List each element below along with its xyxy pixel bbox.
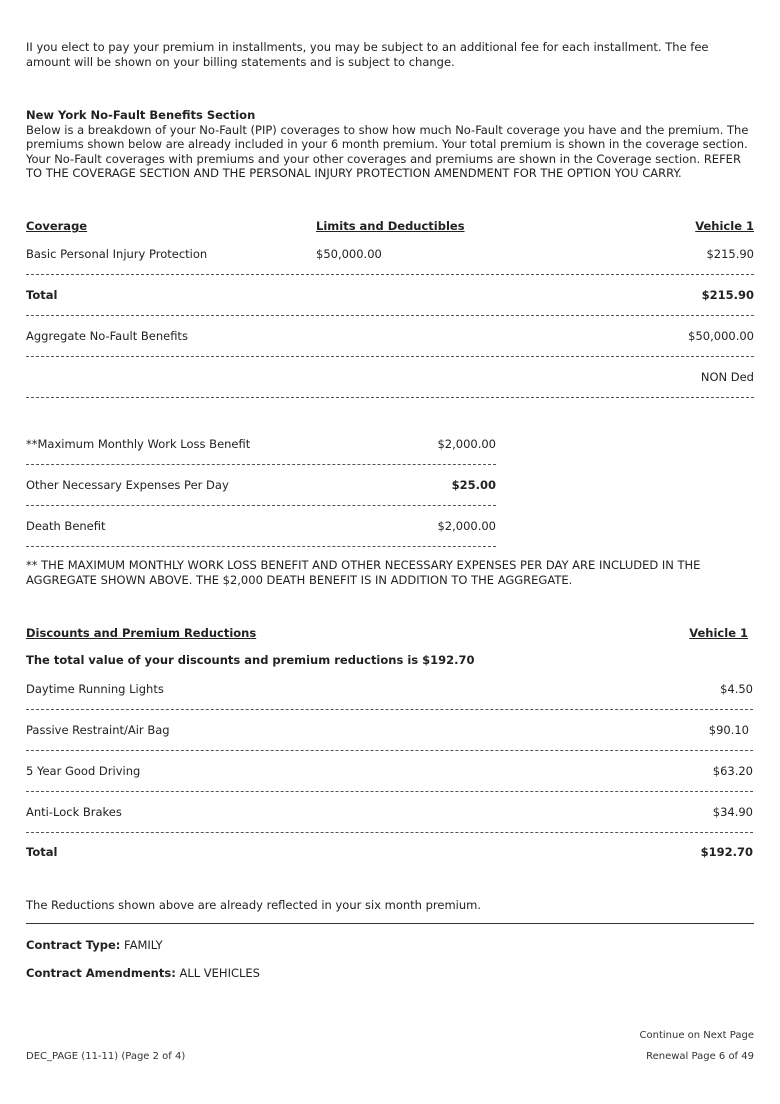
benefit-value: $2,000.00 xyxy=(437,437,496,451)
contract-amendments xyxy=(26,966,260,980)
table-row xyxy=(26,234,754,275)
installment-paragraph: II you elect to pay your premium in installments, you may be subject to an additional fee for each installment. The fee amount will be shown on your billing statements and is subject to change. xyxy=(26,40,709,69)
contract-type-value: FAMILY xyxy=(124,938,163,952)
form-id: DEC_PAGE (11-11) (Page 2 of 4) xyxy=(26,1051,186,1062)
coverage-name: Aggregate No-Fault Benefits xyxy=(26,329,188,343)
contract-type-label: Contract Type: xyxy=(26,938,121,952)
coverage-premium: $215.90 xyxy=(706,247,754,261)
discounts-footnote: The Reductions shown above are already reflected in your six month premium. xyxy=(26,898,482,912)
coverage-premium: $215.90 xyxy=(701,288,754,302)
contract-amendments-value: ALL VEHICLES xyxy=(179,966,260,980)
section-divider xyxy=(26,923,754,924)
list-item xyxy=(26,751,753,792)
discounts-header-row xyxy=(26,626,748,642)
discount-value: $4.50 xyxy=(720,682,753,696)
coverage-premium: NON Ded xyxy=(700,370,754,384)
coverage-premium: $50,000.00 xyxy=(688,329,754,343)
list-item xyxy=(26,710,753,751)
limits-header: Limits and Deductibles xyxy=(316,219,465,233)
discounts-header: Discounts and Premium Reductions xyxy=(26,626,257,640)
discount-total-label: Total xyxy=(26,845,58,859)
coverage-limit: $50,000.00 xyxy=(316,247,382,261)
nofault-section xyxy=(26,108,754,181)
list-item xyxy=(26,465,496,506)
discount-label: 5 Year Good Driving xyxy=(26,764,141,778)
list-item xyxy=(26,506,496,547)
discounts-vehicle-header: Vehicle 1 xyxy=(689,626,748,640)
benefit-value: $2,000.00 xyxy=(437,519,496,533)
discount-label: Passive Restraint/Air Bag xyxy=(26,723,170,737)
list-item xyxy=(26,424,496,465)
continue-note: Continue on Next Page xyxy=(639,1030,754,1041)
discounts-total-row xyxy=(26,832,753,872)
discount-label: Anti-Lock Brakes xyxy=(26,805,122,819)
discount-value: $34.90 xyxy=(712,805,753,819)
vehicle-header: Vehicle 1 xyxy=(695,219,754,233)
benefit-label: Other Necessary Expenses Per Day xyxy=(26,478,229,492)
contract-type xyxy=(26,938,163,952)
coverage-table-header xyxy=(26,219,754,235)
contract-amendments-label: Contract Amendments: xyxy=(26,966,176,980)
coverage-name: Total xyxy=(26,288,58,302)
discount-value: $63.20 xyxy=(712,764,753,778)
benefit-label: **Maximum Monthly Work Loss Benefit xyxy=(26,437,251,451)
discount-value: $90.10 xyxy=(708,723,749,737)
nofault-title: New York No-Fault Benefits Section xyxy=(26,108,256,122)
list-item xyxy=(26,792,753,833)
benefits-note: ** THE MAXIMUM MONTHLY WORK LOSS BENEFIT AND OTHER NECESSARY EXPENSES PER DAY ARE INCLUDED IN THE AGGREGATE SHOWN ABOVE. THE $2,000 DEATH BENEFIT IS IN ADDITION TO THE AGGREGATE. xyxy=(26,558,701,587)
page-number: Renewal Page 6 of 49 xyxy=(646,1051,754,1062)
discounts-summary: The total value of your discounts and premium reductions is $192.70 xyxy=(26,653,475,667)
coverage-header: Coverage xyxy=(26,219,88,233)
discount-label: Daytime Running Lights xyxy=(26,682,164,696)
coverage-name: Basic Personal Injury Protection xyxy=(26,247,208,261)
table-row xyxy=(26,316,754,357)
discount-total-value: $192.70 xyxy=(700,845,753,859)
benefit-value: $25.00 xyxy=(451,478,496,492)
table-row xyxy=(26,357,754,398)
table-row xyxy=(26,275,754,316)
benefit-label: Death Benefit xyxy=(26,519,106,533)
list-item xyxy=(26,669,753,710)
nofault-description: Below is a breakdown of your No-Fault (PIP) coverages to show how much No-Fault coverage you have and the premium. The premiums shown below are already included in your 6 month premium. Your total premium is shown in the coverage section. Your No-Fault coverages with premiums and your other coverages and premiums are shown in the Coverage section. REFER TO THE COVERAGE SECTION AND THE PERSONAL INJURY PROTECTION AMENDMENT FOR THE OPTION YOU CARRY. xyxy=(26,122,749,180)
